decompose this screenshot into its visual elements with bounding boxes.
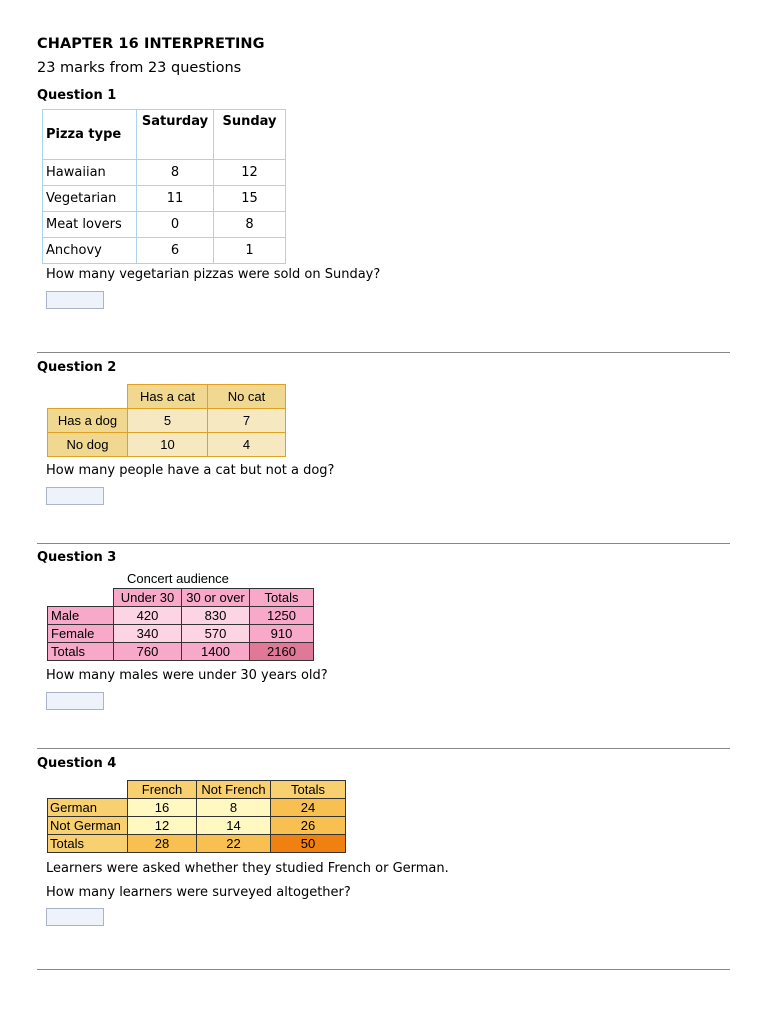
question-2-heading: Question 2	[37, 360, 117, 375]
row-label: Anchovy	[43, 238, 137, 264]
grand-total: 50	[271, 835, 346, 853]
pizza-sales-table	[42, 109, 286, 264]
column-header-has-cat: Has a cat	[128, 385, 208, 409]
cell-value: 11	[137, 186, 214, 212]
table-caption: Concert audience	[127, 571, 229, 586]
table-header-row	[43, 110, 286, 160]
language-study-table	[47, 780, 346, 853]
column-header-saturday: Saturday	[137, 110, 214, 160]
row-total: 24	[271, 799, 346, 817]
table-header-row	[48, 781, 346, 799]
table-row	[48, 625, 314, 643]
row-total: 910	[250, 625, 314, 643]
cell-value: 0	[137, 212, 214, 238]
question-1-prompt: How many vegetarian pizzas were sold on Sunday?	[46, 267, 381, 282]
table-header-row	[48, 589, 314, 607]
table-row	[43, 160, 286, 186]
question-3-heading: Question 3	[37, 550, 117, 565]
table-row	[43, 212, 286, 238]
row-label: Male	[48, 607, 114, 625]
row-label: Vegetarian	[43, 186, 137, 212]
table-row	[48, 835, 346, 853]
table-row	[48, 643, 314, 661]
column-header-no-cat: No cat	[208, 385, 286, 409]
table-row	[48, 799, 346, 817]
question-1-answer-input[interactable]	[46, 291, 104, 309]
question-4-prompt: How many learners were surveyed altogether?	[46, 885, 351, 900]
column-header-not-french: Not French	[197, 781, 271, 799]
question-2-prompt: How many people have a cat but not a dog?	[46, 463, 335, 478]
column-total: 22	[197, 835, 271, 853]
cell-value: 15	[214, 186, 286, 212]
row-label: Hawaiian	[43, 160, 137, 186]
column-header-totals: Totals	[271, 781, 346, 799]
column-header-pizza-type: Pizza type	[43, 110, 137, 160]
cell-value: 8	[137, 160, 214, 186]
row-label: Totals	[48, 643, 114, 661]
column-total: 28	[128, 835, 197, 853]
cell-value: 420	[114, 607, 182, 625]
row-total: 26	[271, 817, 346, 835]
table-row	[48, 607, 314, 625]
cell-value: 14	[197, 817, 271, 835]
row-label: Not German	[48, 817, 128, 835]
question-1-heading: Question 1	[37, 88, 117, 103]
table-row	[48, 433, 286, 457]
cat-dog-table	[47, 384, 286, 457]
column-header-30-or-over: 30 or over	[182, 589, 250, 607]
table-row	[48, 409, 286, 433]
table-header-row	[48, 385, 286, 409]
column-total: 1400	[182, 643, 250, 661]
cell-value: 12	[128, 817, 197, 835]
column-header-under-30: Under 30	[114, 589, 182, 607]
question-4-answer-input[interactable]	[46, 908, 104, 926]
empty-corner-cell	[48, 589, 114, 607]
row-label: No dog	[48, 433, 128, 457]
empty-corner-cell	[48, 781, 128, 799]
empty-corner-cell	[48, 385, 128, 409]
table-row	[43, 186, 286, 212]
cell-value: 570	[182, 625, 250, 643]
cell-value: 5	[128, 409, 208, 433]
question-4-heading: Question 4	[37, 756, 117, 771]
section-divider	[37, 748, 730, 749]
row-total: 1250	[250, 607, 314, 625]
cell-value: 340	[114, 625, 182, 643]
cell-value: 830	[182, 607, 250, 625]
section-divider	[37, 352, 730, 353]
row-label: Female	[48, 625, 114, 643]
table-row	[43, 238, 286, 264]
cell-value: 6	[137, 238, 214, 264]
cell-value: 1	[214, 238, 286, 264]
cell-value: 16	[128, 799, 197, 817]
question-3-prompt: How many males were under 30 years old?	[46, 668, 328, 683]
grand-total: 2160	[250, 643, 314, 661]
table-row	[48, 817, 346, 835]
row-label: Meat lovers	[43, 212, 137, 238]
column-header-totals: Totals	[250, 589, 314, 607]
question-3-answer-input[interactable]	[46, 692, 104, 710]
concert-audience-table	[47, 588, 314, 661]
section-divider	[37, 543, 730, 544]
question-4-context: Learners were asked whether they studied French or German.	[46, 861, 449, 876]
row-label: Has a dog	[48, 409, 128, 433]
cell-value: 8	[214, 212, 286, 238]
cell-value: 10	[128, 433, 208, 457]
cell-value: 4	[208, 433, 286, 457]
column-header-sunday: Sunday	[214, 110, 286, 160]
cell-value: 8	[197, 799, 271, 817]
marks-summary: 23 marks from 23 questions	[37, 60, 242, 76]
column-header-french: French	[128, 781, 197, 799]
page-title: CHAPTER 16 INTERPRETING	[37, 36, 265, 52]
section-divider	[37, 969, 730, 970]
row-label: Totals	[48, 835, 128, 853]
row-label: German	[48, 799, 128, 817]
cell-value: 7	[208, 409, 286, 433]
cell-value: 12	[214, 160, 286, 186]
question-2-answer-input[interactable]	[46, 487, 104, 505]
column-total: 760	[114, 643, 182, 661]
